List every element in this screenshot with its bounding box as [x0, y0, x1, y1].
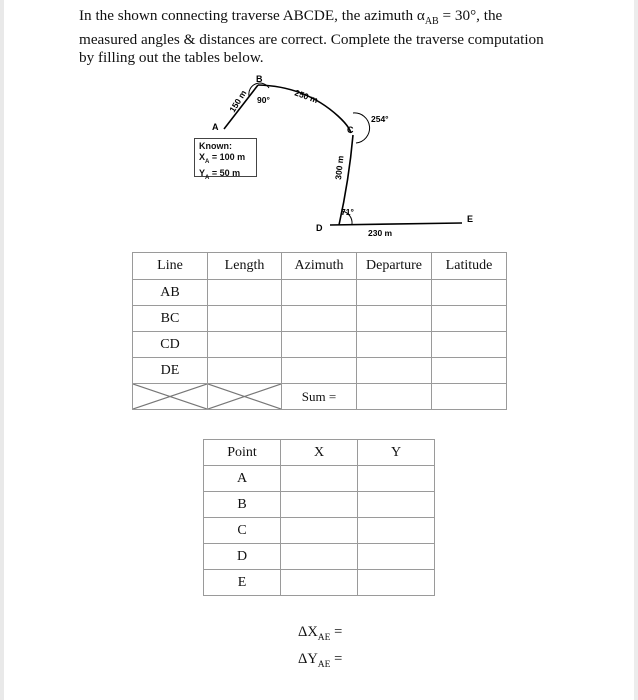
cross-mark-icon [133, 384, 207, 409]
table-row [204, 570, 435, 596]
header-length: Length [208, 253, 282, 280]
known-values-box [194, 138, 257, 181]
problem-text-start: In the shown connecting traverse ABCDE, the azimuth [79, 7, 417, 24]
y-cell[interactable] [358, 492, 435, 518]
azimuth-subscript: AB [424, 16, 439, 28]
departure-cell[interactable] [357, 358, 432, 384]
y-cell[interactable] [358, 466, 435, 492]
line-cell: DE [133, 358, 208, 384]
delta-y-ae: $\Delta Y_{AE}$ = [298, 651, 343, 670]
azimuth-symbol: α [416, 7, 425, 24]
x-cell[interactable] [281, 492, 358, 518]
header-azimuth: Azimuth [282, 253, 357, 280]
x-cell[interactable] [281, 518, 358, 544]
line-de [330, 223, 462, 225]
azimuth-cell[interactable] [282, 332, 357, 358]
distance-label-cd: 300 m [333, 155, 346, 181]
header-departure: Departure [357, 253, 432, 280]
header-y: Y [358, 440, 435, 466]
known-title: Known: [199, 141, 232, 151]
length-cell[interactable] [208, 306, 282, 332]
angle-label-c: 254° [371, 114, 389, 124]
latitude-cell[interactable] [432, 306, 507, 332]
coordinate-table [203, 439, 435, 596]
point-label-e: E [467, 214, 474, 224]
crossed-out-cell [133, 384, 208, 410]
table-row [204, 492, 435, 518]
traverse-table [132, 252, 507, 410]
table-row [133, 280, 507, 306]
latitude-cell[interactable] [432, 332, 507, 358]
crossed-out-cell [208, 384, 282, 410]
header-line: Line [133, 253, 208, 280]
angle-label-d: 71° [341, 207, 354, 217]
header-point: Point [204, 440, 281, 466]
point-cell: B [204, 492, 281, 518]
departure-cell[interactable] [357, 306, 432, 332]
length-cell[interactable] [208, 332, 282, 358]
point-cell: E [204, 570, 281, 596]
point-cell: C [204, 518, 281, 544]
latitude-cell[interactable] [432, 280, 507, 306]
sum-label: Sum = [282, 384, 357, 410]
y-cell[interactable] [358, 518, 435, 544]
point-label-a: A [212, 122, 219, 132]
table-row [133, 358, 507, 384]
point-cell: D [204, 544, 281, 570]
latitude-cell[interactable] [432, 358, 507, 384]
table-header-row [204, 440, 435, 466]
point-label-c: C [347, 125, 354, 135]
header-x: X [281, 440, 358, 466]
length-cell[interactable] [208, 280, 282, 306]
x-cell[interactable] [281, 544, 358, 570]
known-xa: $X_A = 100$ m [199, 152, 246, 165]
length-cell[interactable] [208, 358, 282, 384]
angle-arc-c [353, 113, 370, 143]
point-label-b: B [256, 74, 263, 84]
departure-sum-cell[interactable] [357, 384, 432, 410]
problem-text-end: = 30°, the measured angles & distances are correct. Complete the traverse computation by filling out the tables below. [79, 7, 544, 67]
delta-x-ae: $\Delta X_{AE}$ = [298, 624, 343, 643]
line-cell: BC [133, 306, 208, 332]
azimuth-cell[interactable] [282, 280, 357, 306]
cross-mark-icon [208, 384, 281, 409]
departure-cell[interactable] [357, 280, 432, 306]
table-row [133, 332, 507, 358]
y-cell[interactable] [358, 570, 435, 596]
table-header-row [133, 253, 507, 280]
latitude-sum-cell[interactable] [432, 384, 507, 410]
x-cell[interactable] [281, 570, 358, 596]
known-ya: $Y_A = 50$ m [199, 167, 241, 181]
table-row [204, 518, 435, 544]
header-latitude: Latitude [432, 253, 507, 280]
departure-cell[interactable] [357, 332, 432, 358]
line-cell: AB [133, 280, 208, 306]
point-cell: A [204, 466, 281, 492]
angle-label-b: 90° [257, 95, 270, 105]
line-cell: CD [133, 332, 208, 358]
y-cell[interactable] [358, 544, 435, 570]
distance-label-bc: 250 m [293, 87, 320, 106]
azimuth-cell[interactable] [282, 306, 357, 332]
table-row [133, 306, 507, 332]
table-row [204, 544, 435, 570]
sum-row [133, 384, 507, 410]
distance-label-ab: 150 m [227, 88, 249, 115]
traverse-figure [0, 0, 638, 250]
table-row [204, 466, 435, 492]
point-label-d: D [316, 223, 323, 233]
distance-label-de: 230 m [368, 228, 393, 238]
x-cell[interactable] [281, 466, 358, 492]
azimuth-cell[interactable] [282, 358, 357, 384]
